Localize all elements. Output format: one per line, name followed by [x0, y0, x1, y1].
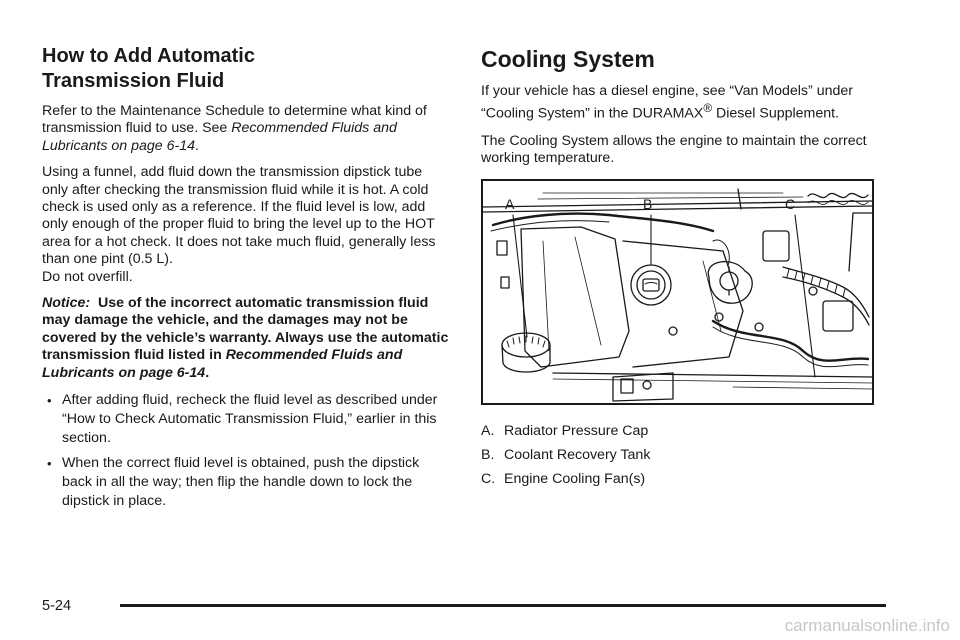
paragraph-diesel-note: If your vehicle has a diesel engine, see “Van Models” under “Cooling System” in the DURAMAX® Diesel Supplement. [481, 83, 853, 123]
list-item: B. Coolant Recovery Tank [481, 447, 651, 464]
section-heading-transmission-fluid: How to Add Automatic Transmission Fluid [42, 45, 255, 92]
cross-reference-fluids[interactable]: Recommended Fluids and Lubricants on page 6-14 [42, 120, 397, 154]
list-item: C. Engine Cooling Fan(s) [481, 471, 646, 488]
list-item: A. Radiator Pressure Cap [481, 423, 649, 440]
figure-label-c: C [785, 196, 796, 213]
list-item: • When the correct fluid level is obtained, push the dipstick back in all the way; then flip the handle down to lock the dipstick in place. [47, 455, 420, 510]
bullet-list [42, 391, 450, 511]
bullet-icon: • [47, 393, 52, 409]
figure-label-b: B [643, 196, 653, 213]
paragraph-cooling-purpose: The Cooling System allows the engine to maintain the correct working temperature. [481, 132, 867, 166]
cross-reference-fluids-notice[interactable]: Recommended Fluids and Lubricants on page 6-14 [42, 347, 403, 381]
watermark: carmanualsonline.info [784, 616, 950, 635]
right-column [481, 44, 891, 495]
engine-compartment-illustration [481, 179, 874, 405]
section-heading-cooling-system: Cooling System [481, 46, 655, 72]
notice-label: Notice: [42, 295, 91, 312]
paragraph-maintenance-schedule: Refer to the Maintenance Schedule to determine what kind of transmission fluid to use. See Recommended Fluids and Lubricants on page 6-14. [42, 103, 427, 154]
bullet-icon: • [47, 456, 52, 472]
figure-legend [481, 423, 891, 488]
page-number: 5-24 [42, 598, 72, 614]
engine-diagram-svg [483, 181, 872, 403]
paragraph-funnel-instructions: Using a funnel, add fluid down the transmission dipstick tube only after checking the transmission fluid while it is hot. A cold check is used only as a reference. If the fluid level is low, add only enough of the proper fluid to bring the level up to the HOT area for a hot check. It does not take much fluid, generally less than one pint (0.5 L). Do not overfill. [42, 164, 436, 285]
left-column [42, 44, 450, 517]
figure-label-a: A [505, 196, 515, 213]
footer-divider [120, 604, 886, 607]
notice-block: Notice: Use of the incorrect automatic transmission fluid may damage the vehicle, and the damages may not be covered by the vehicle’s warranty. Always use the automatic transmission fluid listed in Recommended Fluids and Lubricants on page 6-14. [42, 295, 449, 381]
list-item: • After adding fluid, recheck the fluid level as described under “How to Check Automatic Transmission Fluid,” earlier in this section. [47, 392, 438, 447]
